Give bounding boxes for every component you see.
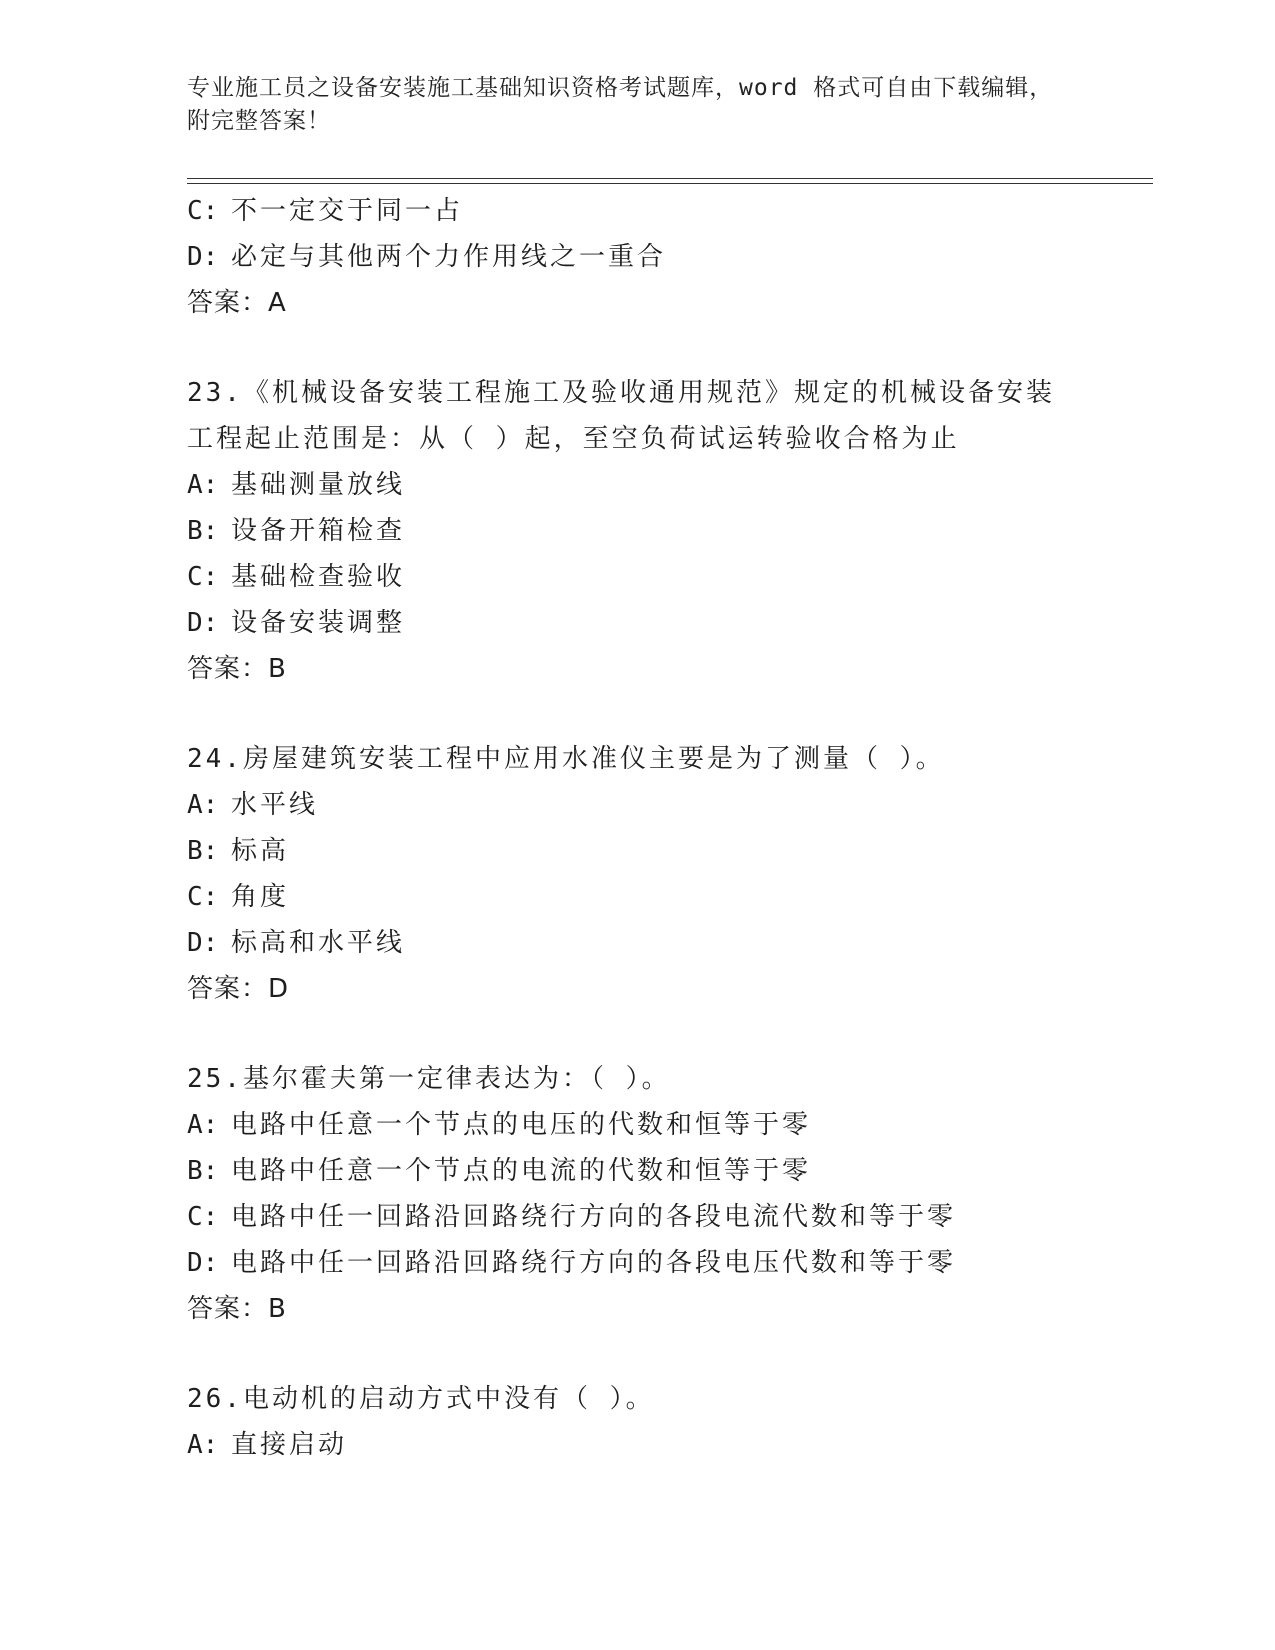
option-label: A:	[187, 1110, 219, 1140]
option-text: 电路中任一回路沿回路绕行方向的各段电流代数和等于零	[231, 1202, 957, 1232]
option-b	[187, 1148, 1147, 1194]
header-divider-bottom	[187, 183, 1153, 184]
document-header: 专业施工员之设备安装施工基础知识资格考试题库，word 格式可自由下载编辑，附完整答案！	[187, 75, 1054, 134]
option-a	[187, 462, 1147, 508]
previous-question-tail	[187, 188, 1147, 326]
option-label: D:	[187, 242, 219, 272]
answer-line: 答案：D	[187, 974, 290, 1004]
option-label: C:	[187, 562, 219, 592]
option-a	[187, 1102, 1147, 1148]
option-text: 设备安装调整	[231, 608, 406, 638]
question-stem: 26.电动机的启动方式中没有（ ）。	[187, 1384, 655, 1414]
option-d	[187, 600, 1147, 646]
option-label: B:	[187, 1156, 219, 1186]
option-label: A:	[187, 470, 219, 500]
answer-line: 答案：B	[187, 1294, 287, 1324]
header-divider-top	[187, 178, 1153, 179]
question-stem: 23.《机械设备安装工程施工及验收通用规范》规定的机械设备安装工程起止范围是：从（ ）起，至空负荷试运转验收合格为止	[187, 378, 1055, 454]
answer-line: 答案：A	[187, 288, 287, 318]
question-24	[187, 736, 1147, 1012]
question-26	[187, 1376, 1147, 1468]
option-label: C:	[187, 882, 219, 912]
option-text: 电路中任意一个节点的电流的代数和恒等于零	[231, 1156, 812, 1186]
option-text: 基础测量放线	[231, 470, 406, 500]
question-stem: 24.房屋建筑安装工程中应用水准仪主要是为了测量（ ）。	[187, 744, 945, 774]
option-label: D:	[187, 1248, 219, 1278]
question-23	[187, 370, 1147, 692]
option-text: 水平线	[231, 790, 319, 820]
answer-line: 答案：B	[187, 654, 287, 684]
option-label: B:	[187, 516, 219, 546]
option-d	[187, 1240, 1147, 1286]
option-label: B:	[187, 836, 219, 866]
option-text: 基础检查验收	[231, 562, 406, 592]
option-b	[187, 508, 1147, 554]
option-text: 不一定交于同一占	[231, 196, 464, 226]
option-label: D:	[187, 608, 219, 638]
option-b	[187, 828, 1147, 874]
option-c	[187, 1194, 1147, 1240]
option-text: 必定与其他两个力作用线之一重合	[231, 242, 667, 272]
question-25	[187, 1056, 1147, 1332]
spacer	[187, 1332, 1147, 1376]
option-text: 角度	[231, 882, 290, 912]
option-d	[187, 234, 1147, 280]
option-d	[187, 920, 1147, 966]
question-content	[187, 188, 1147, 1468]
option-text: 直接启动	[231, 1430, 348, 1460]
option-label: A:	[187, 790, 219, 820]
question-stem: 25.基尔霍夫第一定律表达为：（ ）。	[187, 1064, 671, 1094]
spacer	[187, 326, 1147, 370]
option-c	[187, 554, 1147, 600]
option-label: A:	[187, 1430, 219, 1460]
option-c	[187, 874, 1147, 920]
option-text: 设备开箱检查	[231, 516, 406, 546]
option-c	[187, 188, 1147, 234]
option-label: D:	[187, 928, 219, 958]
option-text: 电路中任意一个节点的电压的代数和恒等于零	[231, 1110, 812, 1140]
spacer	[187, 692, 1147, 736]
option-label: C:	[187, 196, 219, 226]
option-text: 标高和水平线	[231, 928, 406, 958]
option-a	[187, 782, 1147, 828]
option-label: C:	[187, 1202, 219, 1232]
spacer	[187, 1012, 1147, 1056]
option-text: 标高	[231, 836, 290, 866]
option-text: 电路中任一回路沿回路绕行方向的各段电压代数和等于零	[231, 1248, 957, 1278]
option-a	[187, 1422, 1147, 1468]
